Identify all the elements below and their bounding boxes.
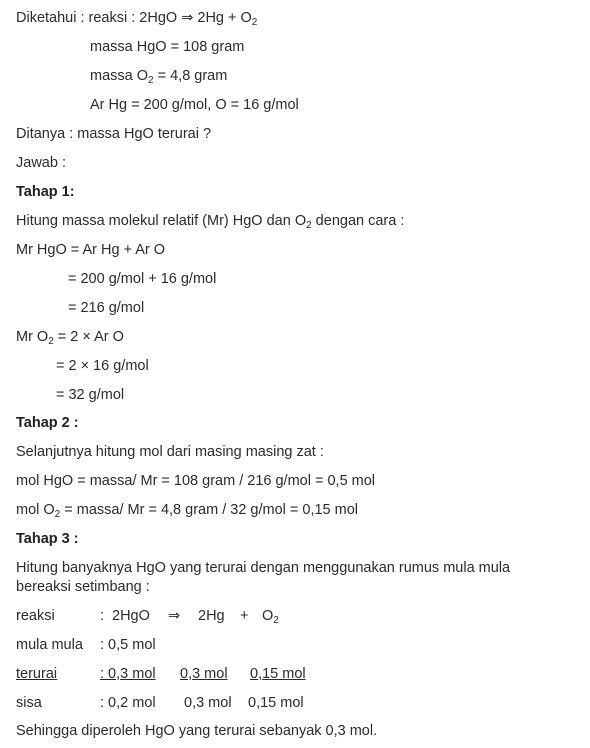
row-colon: : bbox=[100, 608, 105, 624]
mr-hgo: Mr HgO = Ar Hg + Ar O bbox=[16, 242, 166, 258]
given-ar: Ar Hg = 200 g/mol, O = 16 g/mol bbox=[90, 97, 299, 113]
given-mass-hgo: massa HgO = 108 gram bbox=[90, 39, 245, 55]
mol-o2: mol $O_2$ = massa/ Mr = 4,8 gram / 32 g/mol = 0,15 mol bbox=[16, 502, 359, 520]
row-label: sisa bbox=[16, 695, 42, 711]
reactant: 2HgO bbox=[112, 608, 150, 624]
row-value-b: 0,3 mol bbox=[184, 695, 232, 711]
row-value-a: : 0,2 mol bbox=[100, 695, 156, 711]
step1-intro: Hitung massa molekul relatif (Mr) HgO dan $O_2$ dengan cara : bbox=[16, 213, 405, 231]
row-label: mula mula bbox=[16, 637, 83, 653]
product-hg: 2Hg bbox=[198, 608, 225, 624]
row-label: terurai bbox=[16, 666, 58, 682]
arrow-icon: ⇒ bbox=[168, 608, 181, 624]
mr-o2: Mr $O_2 = 2 \times Ar$ O bbox=[16, 329, 124, 347]
step2-title: Tahap 2 : bbox=[16, 415, 79, 431]
product-o2: $O_2$ bbox=[262, 608, 279, 626]
row-value-c: 0,15 mol bbox=[250, 666, 306, 682]
mr-o2-2: = 2 × 16 g/mol bbox=[56, 358, 149, 374]
answer-label: Jawab : bbox=[16, 155, 66, 171]
mr-hgo-2: = 200 g/mol + 16 g/mol bbox=[68, 271, 217, 287]
step3-intro-1: Hitung banyaknya HgO yang terurai dengan menggunakan rumus mula mula bbox=[16, 560, 511, 576]
mr-o2-3: = 32 g/mol bbox=[56, 387, 125, 403]
row-value-c: 0,15 mol bbox=[248, 695, 304, 711]
given-reaction: Diketahui : reaksi : 2HgO ⇒ $2Hg + O_2$ bbox=[16, 10, 258, 28]
step3-title: Tahap 3 : bbox=[16, 531, 79, 547]
conclusion: Sehingga diperoleh HgO yang terurai sebanyak 0,3 mol. bbox=[16, 723, 378, 739]
row-value: : 0,5 mol bbox=[100, 637, 156, 653]
mol-hgo: mol HgO = massa/ Mr = 108 gram / 216 g/mol = 0,5 mol bbox=[16, 473, 376, 489]
plus-sign: + bbox=[240, 608, 249, 624]
step3-intro-2: bereaksi setimbang : bbox=[16, 579, 150, 595]
mr-hgo-3: = 216 g/mol bbox=[68, 300, 145, 316]
row-value-a: : 0,3 mol bbox=[100, 666, 156, 682]
step2-intro: Selanjutnya hitung mol dari masing masing zat : bbox=[16, 444, 324, 460]
row-value-b: 0,3 mol bbox=[180, 666, 228, 682]
given-mass-o2: massa $O_2 = 4,8$ gram bbox=[90, 68, 228, 86]
step1-title: Tahap 1: bbox=[16, 184, 75, 200]
row-label: reaksi bbox=[16, 608, 55, 624]
asked: Ditanya : massa HgO terurai ? bbox=[16, 126, 212, 142]
